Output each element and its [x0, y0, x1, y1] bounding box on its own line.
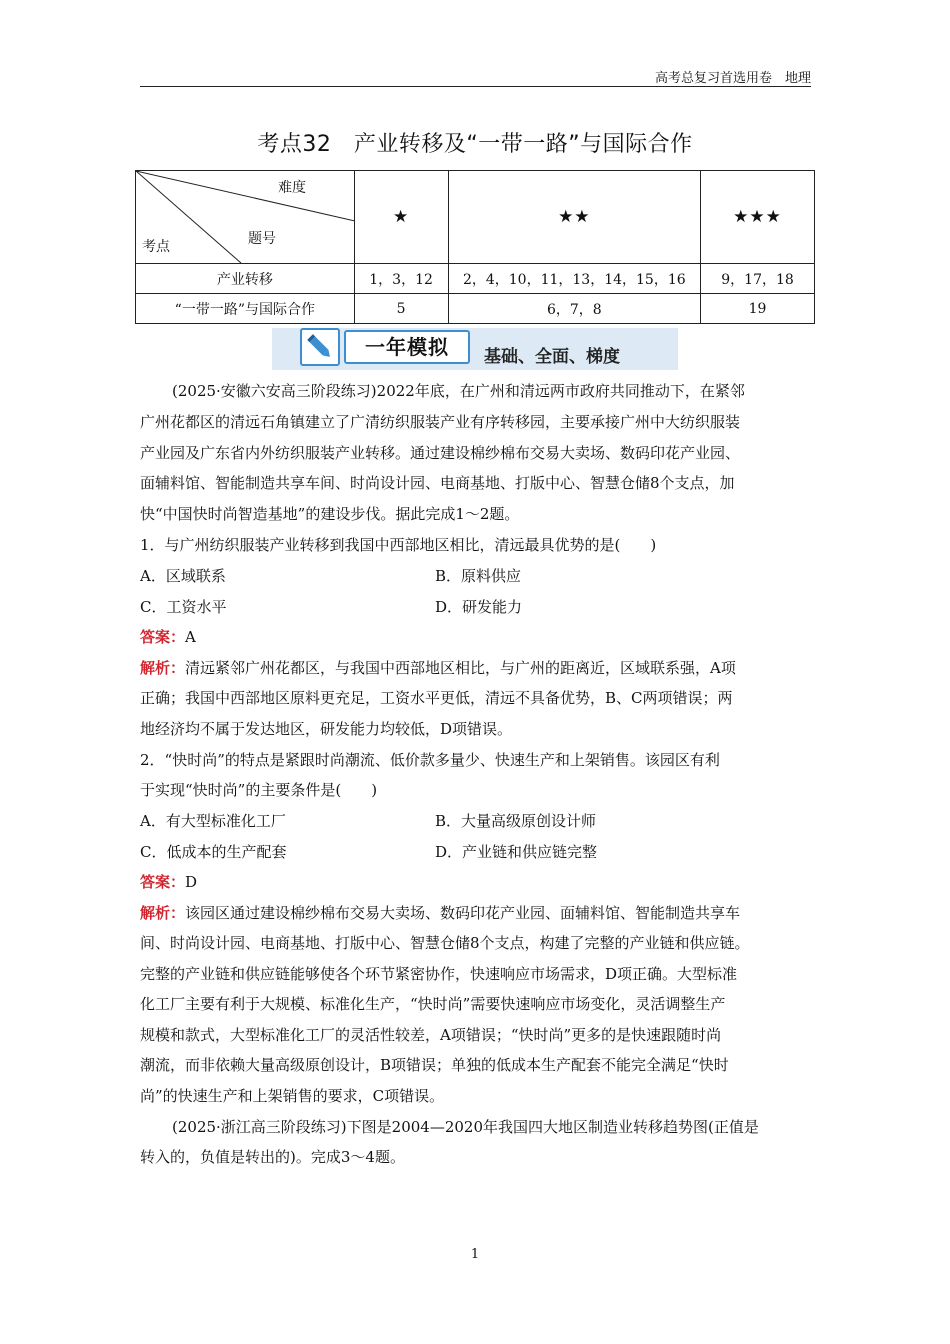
corner-label-question-number: 题号 — [248, 231, 276, 247]
intro1-line: 产业园及广东省内外纺织服装产业转移。通过建设棉纱棉布交易大卖场、数码印花产业园、 — [140, 444, 741, 462]
level-1-stars: ★ — [354, 171, 448, 264]
q2-option-b: B．大量高级原创设计师 — [435, 812, 597, 830]
question-cell: 1，3，12 — [354, 264, 448, 294]
q1-option-c: C．工资水平 — [140, 598, 227, 616]
table-row — [136, 264, 815, 294]
question-1-stem: 1．与广州纺织服装产业转移到我国中西部地区相比，清远最具优势的是( ) — [140, 536, 657, 554]
q2-answer — [140, 872, 197, 892]
running-header: 高考总复习首选用卷 地理 — [654, 71, 811, 86]
analysis-label: 解析： — [140, 904, 186, 922]
intro2-line: 转入的，负值是转出的)。完成3～4题。 — [140, 1148, 405, 1166]
q2-analysis-line: 化工厂主要有利于大规模、标准化生产，“快时尚”需要快速响应市场变化，灵活调整生产 — [140, 995, 726, 1013]
q2-option-d: D．产业链和供应链完整 — [435, 843, 598, 861]
section-banner — [272, 328, 678, 370]
q2-analysis-line — [140, 903, 740, 923]
answer-label: 答案： — [140, 628, 186, 646]
intro2-line: (2025·浙江高三阶段练习)下图是2004—2020年我国四大地区制造业转移趋势图(正值是 — [172, 1118, 759, 1136]
table-row — [136, 294, 815, 324]
question-cell: 19 — [701, 294, 815, 324]
topic-cell: 产业转移 — [136, 264, 355, 294]
q2-analysis-line: 规模和款式，大型标准化工厂的灵活性较差，A项错误；“快时尚”更多的是快速跟随时尚 — [140, 1026, 722, 1044]
analysis-text: 清远紧邻广州花都区，与我国中西部地区相比，与广州的距离近，区域联系强，A项 — [185, 659, 736, 677]
topic-difficulty-table — [135, 170, 815, 324]
q2-analysis-line: 尚”的快速生产和上架销售的要求，C项错误。 — [140, 1087, 445, 1105]
answer-label: 答案： — [140, 873, 186, 891]
question-2-stem: 于实现“快时尚”的主要条件是( ) — [140, 781, 378, 799]
level-2-stars: ★★ — [448, 171, 701, 264]
q1-answer — [140, 627, 196, 647]
intro1-line: 广州花都区的清远石角镇建立了广清纺织服装产业有序转移园，主要承接广州中大纺织服装 — [140, 413, 741, 431]
question-cell: 6，7，8 — [448, 294, 701, 324]
pencil-icon — [300, 328, 340, 366]
q1-option-d: D．研发能力 — [435, 598, 523, 616]
answer-value: D — [185, 873, 198, 891]
question-2-stem: 2．“快时尚”的特点是紧跟时尚潮流、低价款多量少、快速生产和上架销售。该园区有利 — [140, 751, 720, 769]
page-number: 1 — [470, 1247, 480, 1262]
question-cell: 5 — [354, 294, 448, 324]
q1-analysis-line — [140, 658, 736, 678]
q2-option-a: A．有大型标准化工厂 — [140, 812, 286, 830]
q1-analysis-line: 正确；我国中西部地区原料更充足，工资水平更低，清远不具备优势，B、C两项错误；两 — [140, 689, 733, 707]
level-3-stars: ★★★ — [701, 171, 815, 264]
page-title: 考点32 产业转移及“一带一路”与国际合作 — [257, 132, 693, 157]
question-cell: 9，17，18 — [701, 264, 815, 294]
q1-option-b: B．原料供应 — [435, 567, 522, 585]
diagonal-corner-cell — [136, 171, 355, 264]
intro1-line: 快“中国快时尚智造基地”的建设步伐。据此完成1～2题。 — [140, 505, 520, 523]
analysis-text: 该园区通过建设棉纱棉布交易大卖场、数码印花产业园、面辅料馆、智能制造共享车 — [185, 904, 741, 922]
section-subtitle: 基础、全面、梯度 — [484, 347, 620, 367]
q2-option-c: C．低成本的生产配套 — [140, 843, 287, 861]
q2-analysis-line: 完整的产业链和供应链能够使各个环节紧密协作，快速响应市场需求，D项正确。大型标准 — [140, 965, 738, 983]
section-label: 一年模拟 — [344, 330, 470, 364]
topic-cell: “一带一路”与国际合作 — [136, 294, 355, 324]
header-rule — [140, 86, 811, 87]
corner-label-difficulty: 难度 — [278, 180, 306, 196]
table-header-row — [136, 171, 815, 264]
question-cell: 2，4，10，11，13，14，15，16 — [448, 264, 701, 294]
q1-analysis-line: 地经济均不属于发达地区，研发能力均较低，D项错误。 — [140, 720, 513, 738]
corner-label-topic: 考点 — [142, 239, 170, 255]
intro1-line: (2025·安徽六安高三阶段练习)2022年底，在广州和清远两市政府共同推动下，在紧邻 — [172, 382, 745, 400]
q1-option-a: A．区域联系 — [140, 567, 226, 585]
analysis-label: 解析： — [140, 659, 186, 677]
intro1-line: 面辅料馆、智能制造共享车间、时尚设计园、电商基地、打版中心、智慧仓储8个支点，加 — [140, 474, 735, 492]
q2-analysis-line: 潮流，而非依赖大量高级原创设计，B项错误；单独的低成本生产配套不能完全满足“快时 — [140, 1056, 729, 1074]
q2-analysis-line: 间、时尚设计园、电商基地、打版中心、智慧仓储8个支点，构建了完整的产业链和供应链。 — [140, 934, 750, 952]
answer-value: A — [185, 628, 196, 646]
